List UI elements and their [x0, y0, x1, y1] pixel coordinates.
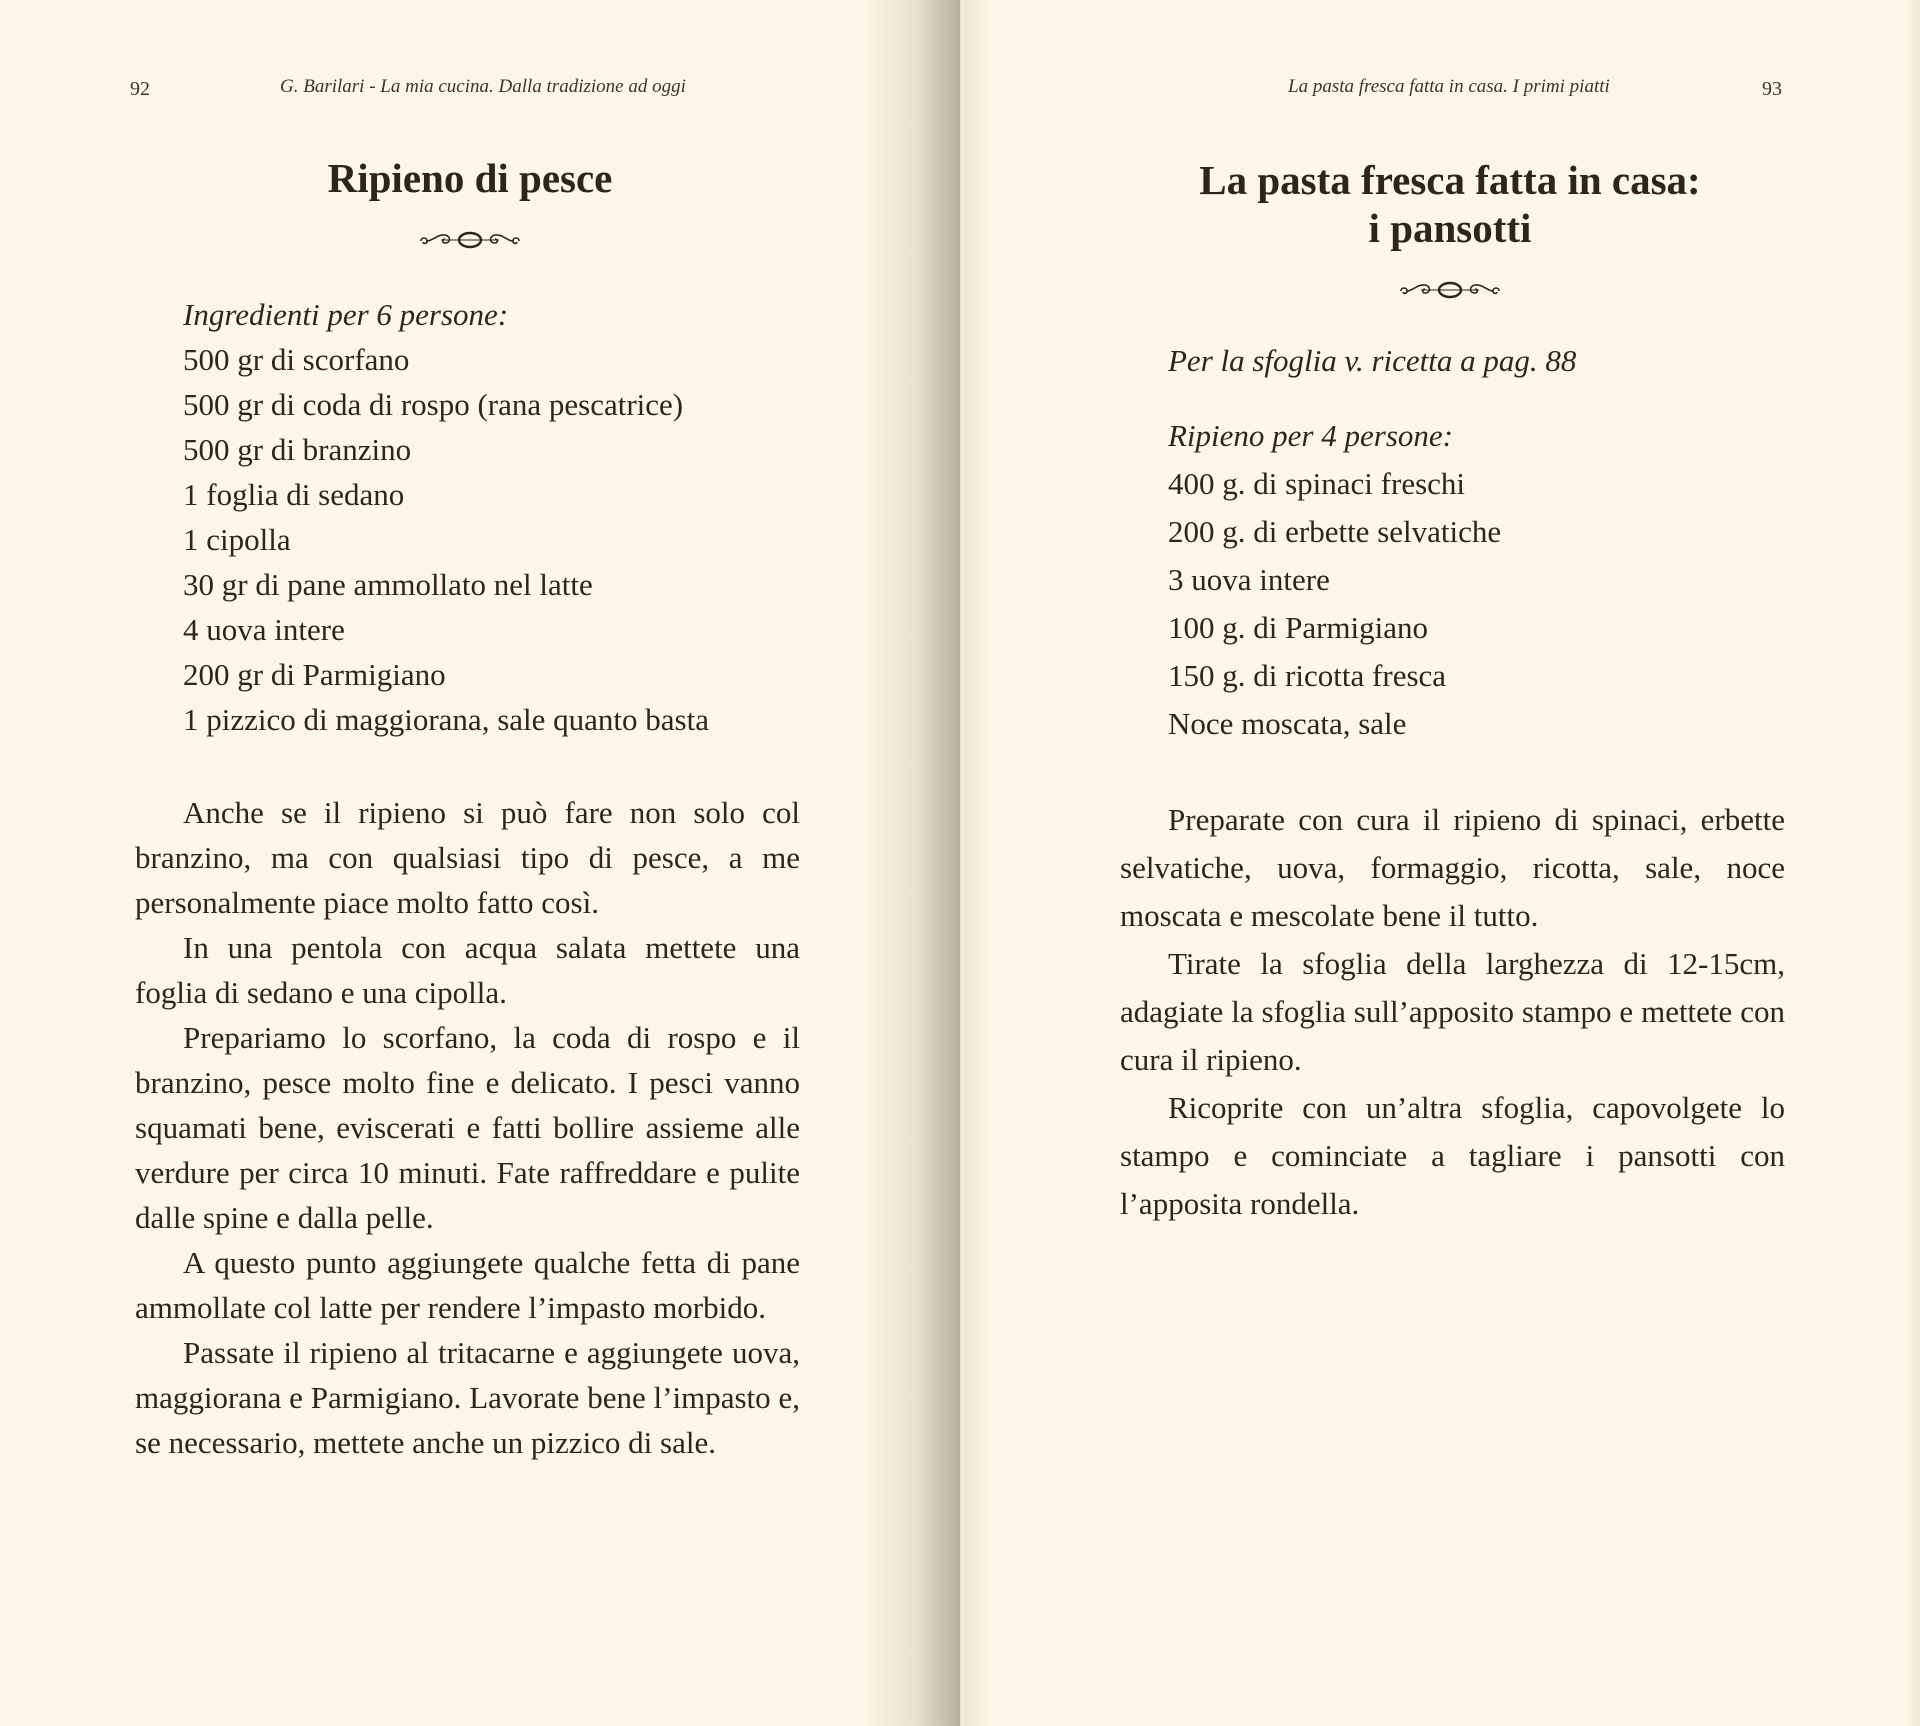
ingredients-list: [183, 292, 709, 742]
book-gutter-shadow: [860, 0, 960, 1726]
ingredients-heading: Ripieno per 4 persone:: [1168, 418, 1453, 453]
page-edge: [1906, 0, 1920, 1726]
ingredient-item: 200 gr di Parmigiano: [183, 657, 446, 692]
book-gutter-shadow: [964, 0, 994, 1726]
paragraph: Prepariamo lo scorfano, la coda di rospo e il branzino, pesce molto fine e delicato. I pesci vanno squamati bene, eviscerati e fatti bollire assieme alle verdure per circa 10 minuti. Fate raffreddare e pulite dalle spine e dalla pelle.: [135, 1020, 800, 1235]
recipe-instructions: [1120, 796, 1785, 1228]
paragraph: A questo punto aggiungete qualche fetta di pane ammollate col latte per rendere l’impasto morbido.: [135, 1245, 800, 1325]
fleuron-ornament-icon: [1395, 278, 1505, 302]
recipe-title-line: i pansotti: [1368, 205, 1532, 251]
ingredient-item: 1 cipolla: [183, 522, 291, 557]
ingredient-item: Noce moscata, sale: [1168, 706, 1407, 741]
ingredients-list: [1168, 412, 1501, 748]
ingredient-item: 4 uova intere: [183, 612, 345, 647]
ingredient-item: 400 g. di spinaci freschi: [1168, 466, 1466, 501]
ingredients-heading: Ingredienti per 6 persone:: [183, 297, 509, 332]
ingredient-item: 30 gr di pane ammollato nel latte: [183, 567, 593, 602]
paragraph: Anche se il ripieno si può fare non solo col branzino, ma con qualsiasi tipo di pesce, a me personalmente piace molto fatto così.: [135, 795, 800, 920]
ingredient-item: 150 g. di ricotta fresca: [1168, 658, 1447, 693]
running-head: G. Barilari - La mia cucina. Dalla tradizione ad oggi: [280, 76, 686, 97]
recipe-title: [1100, 156, 1800, 252]
ingredient-item: 1 pizzico di maggiorana, sale quanto basta: [183, 702, 709, 737]
fleuron-ornament-icon: [415, 228, 525, 252]
recipe-title: Ripieno di pesce: [327, 155, 613, 201]
paragraph: Preparate con cura il ripieno di spinaci, erbette selvatiche, uova, formaggio, ricotta, sale, noce moscata e mescolate bene il tutto.: [1120, 802, 1785, 933]
ingredient-item: 3 uova intere: [1168, 562, 1330, 597]
running-head: La pasta fresca fatta in casa. I primi piatti: [1288, 76, 1610, 97]
paragraph: Ricoprite con un’altra sfoglia, capovolgete lo stampo e cominciate a tagliare i pansotti con l’apposita rondella.: [1120, 1090, 1785, 1221]
ingredient-item: 500 gr di branzino: [183, 432, 412, 467]
ingredient-item: 1 foglia di sedano: [183, 477, 405, 512]
page-number: 93: [1762, 78, 1782, 100]
recipe-instructions: [135, 790, 800, 1465]
ingredient-item: 500 gr di coda di rospo (rana pescatrice): [183, 387, 684, 422]
paragraph: Passate il ripieno al tritacarne e aggiungete uova, maggiorana e Parmigiano. Lavorate bene l’impasto e, se necessario, mettete anche un pizzico di sale.: [135, 1335, 800, 1460]
recipe-title-line: La pasta fresca fatta in casa:: [1199, 157, 1701, 203]
paragraph: Tirate la sfoglia della larghezza di 12-15cm, adagiate la sfoglia sull’apposito stampo e mettete con cura il ripieno.: [1120, 946, 1785, 1077]
sfoglia-reference-note: Per la sfoglia v. ricetta a pag. 88: [1168, 343, 1577, 378]
ingredient-item: 500 gr di scorfano: [183, 342, 410, 377]
ingredient-item: 200 g. di erbette selvatiche: [1168, 514, 1502, 549]
ingredient-item: 100 g. di Parmigiano: [1168, 610, 1429, 645]
paragraph: In una pentola con acqua salata mettete una foglia di sedano e una cipolla.: [135, 930, 800, 1010]
page-number: 92: [130, 78, 150, 100]
